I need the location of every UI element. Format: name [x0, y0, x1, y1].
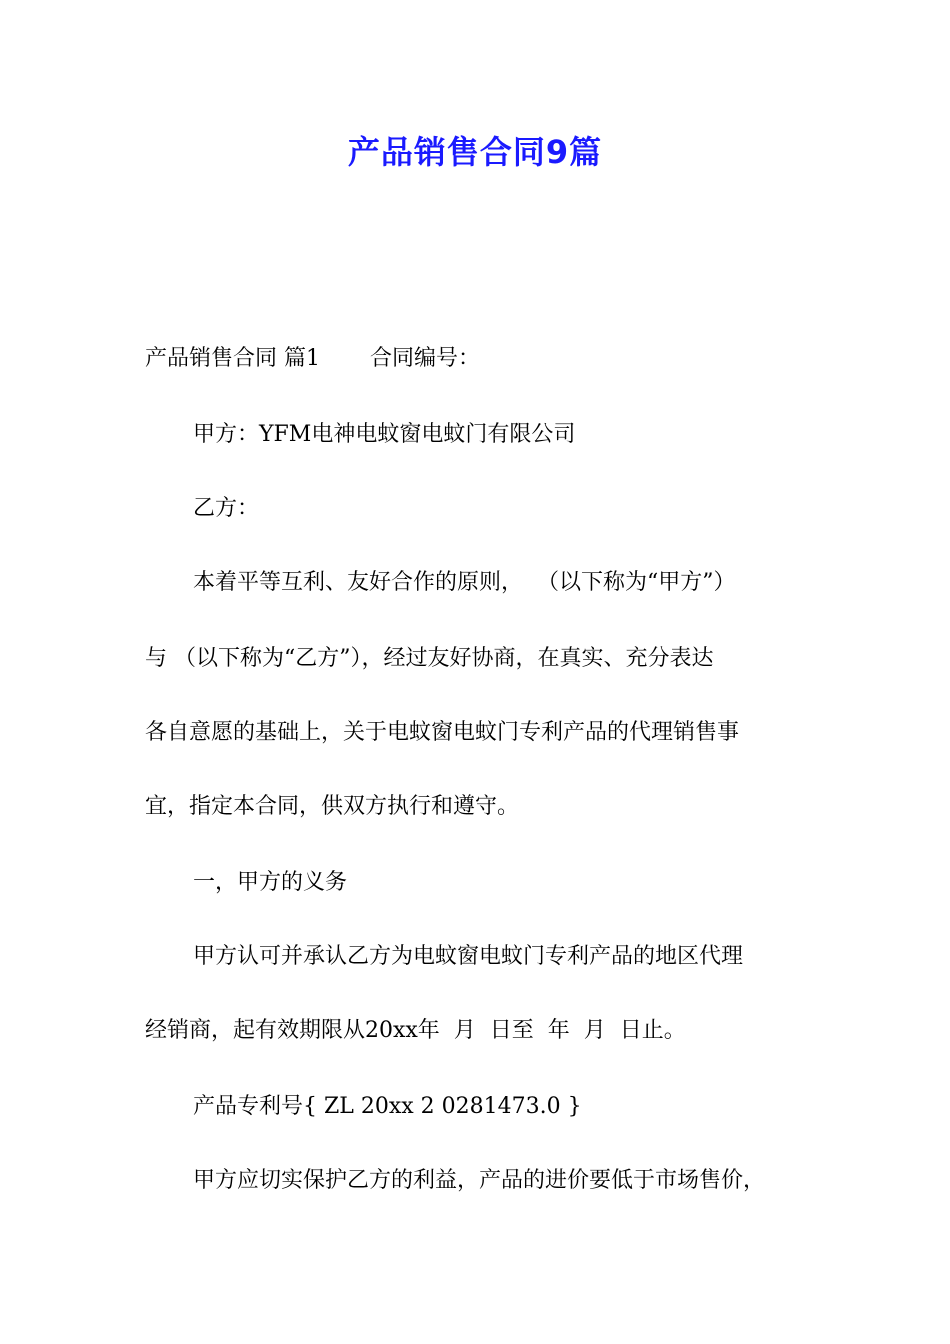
intro-line-1: 本着平等互利、友好合作的原则， （以下称为“甲方”） — [193, 570, 736, 595]
party-b-line: 乙方： — [193, 496, 260, 521]
patent-number-line: 产品专利号{ ZL 20xx 2 0281473.0 } — [193, 1094, 582, 1119]
intro-line-2: 与 （以下称为“乙方”），经过友好协商，在真实、充分表达 — [145, 646, 714, 671]
section-1-heading: 一，甲方的义务 — [193, 870, 348, 895]
section-1-line-1: 甲方认可并承认乙方为电蚊窗电蚊门专利产品的地区代理 — [193, 944, 744, 969]
intro-line-4: 宜，指定本合同，供双方执行和遵守。 — [145, 794, 520, 819]
contract-header-label: 产品销售合同 篇1 — [145, 346, 320, 371]
party-a-line: 甲方：YFM电神电蚊窗电蚊门有限公司 — [193, 422, 576, 447]
section-1-line-2: 经销商，起有效期限从20xx年 月 日至 年 月 日止。 — [145, 1018, 686, 1043]
contract-number-label: 合同编号： — [370, 346, 481, 371]
document-title: 产品销售合同9篇 — [347, 133, 603, 171]
intro-line-3: 各自意愿的基础上，关于电蚊窗电蚊门专利产品的代理销售事 — [145, 720, 740, 745]
contract-header-line — [145, 344, 480, 374]
obligation-line: 甲方应切实保护乙方的利益，产品的进价要低于市场售价， — [193, 1168, 766, 1193]
